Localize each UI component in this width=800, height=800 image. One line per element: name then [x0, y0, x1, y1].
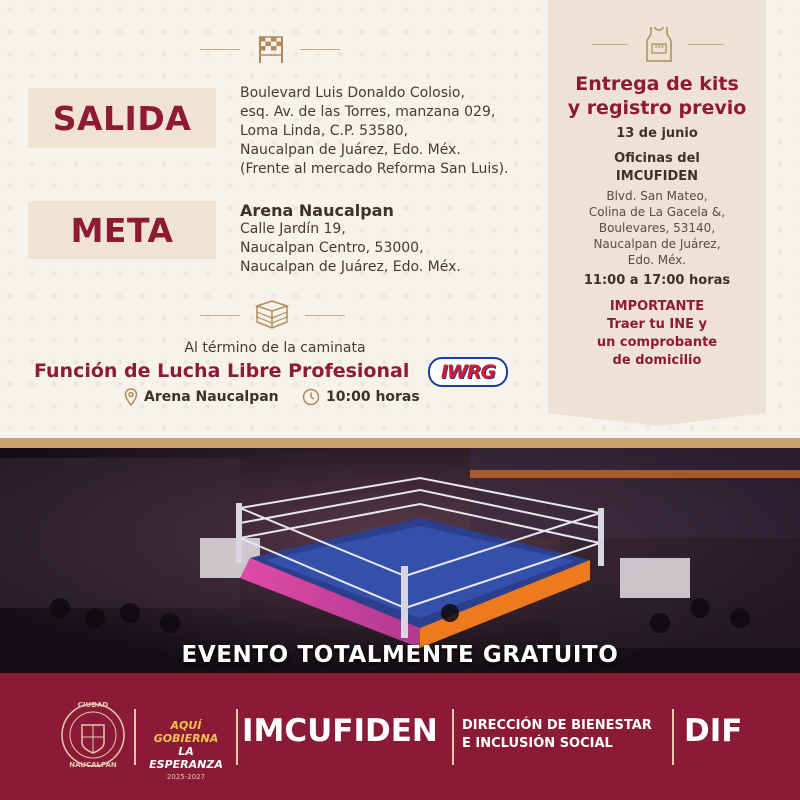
address-line: Colina de La Gacela &, — [588, 205, 726, 219]
bib-number: 999 — [654, 44, 664, 50]
address-line: Calle Jardín 19, — [240, 221, 346, 237]
meta-label: META — [70, 210, 174, 250]
divider — [200, 315, 240, 316]
office-line: Oficinas del — [614, 151, 700, 166]
address-line: Naucalpan de Juárez, — [593, 237, 721, 251]
show-location-text: Arena Naucalpan — [144, 389, 279, 405]
dif-logo: DIF — [684, 713, 743, 749]
footer — [0, 673, 800, 800]
address-line: esq. Av. de las Torres, manzana 029, — [240, 104, 496, 120]
address-line: Boulevares, 53140, — [598, 221, 716, 235]
show-location — [124, 388, 279, 406]
kits-hours: 11:00 a 17:00 horas — [583, 273, 731, 288]
divider — [592, 44, 628, 45]
kits-address — [548, 188, 766, 268]
address-line: (Frente al mercado Reforma San Luis). — [240, 161, 509, 177]
salida-label-box — [28, 88, 216, 148]
salida-label: SALIDA — [52, 98, 192, 138]
separator — [134, 709, 136, 765]
separator — [672, 709, 674, 765]
meta-address — [240, 201, 461, 277]
clock-icon — [302, 388, 320, 406]
department-line: E INCLUSIÓN SOCIAL — [462, 736, 613, 751]
kits-title — [548, 72, 766, 120]
seal-top-text: CIUDAD — [77, 701, 109, 709]
kits-office — [548, 150, 766, 186]
address-line: Boulevard Luis Donaldo Colosio, — [240, 85, 465, 101]
divider — [688, 44, 724, 45]
slogan — [140, 719, 232, 784]
address-line: Loma Linda, C.P. 53580, — [240, 123, 409, 139]
important-note — [548, 298, 766, 370]
office-line: IMCUFIDEN — [615, 169, 699, 184]
department-name — [462, 717, 652, 753]
salida-address — [240, 84, 508, 179]
kits-title-line: Entrega de kits — [575, 73, 739, 95]
address-line: Blvd. San Mateo, — [606, 189, 708, 203]
gold-band — [0, 438, 800, 448]
slogan-line: LA ESPERANZA — [149, 745, 223, 771]
location-pin-icon — [124, 388, 138, 406]
kits-title-line: y registro previo — [567, 97, 747, 119]
checkered-flag-icon — [254, 32, 288, 66]
kits-date: 13 de junio — [616, 126, 698, 141]
important-line: de domicilio — [612, 353, 702, 368]
show-title: Función de Lucha Libre Profesional — [34, 360, 410, 382]
slogan-line: AQUÍ GOBIERNA — [153, 719, 219, 745]
arena-photo — [0, 448, 800, 673]
department-line: DIRECCIÓN DE BIENESTAR — [462, 718, 652, 733]
meta-venue: Arena Naucalpan — [240, 201, 394, 220]
show-time-text: 10:00 horas — [326, 389, 420, 405]
separator — [236, 709, 238, 765]
org-name: IMCUFIDEN — [242, 713, 438, 749]
important-line: IMPORTANTE — [609, 299, 705, 314]
wrestling-ring-icon — [254, 298, 290, 332]
separator — [452, 709, 454, 765]
address-line: Naucalpan de Juárez, Edo. Méx. — [240, 259, 461, 275]
iwrg-logo — [428, 357, 508, 387]
divider — [200, 49, 240, 50]
free-event-banner: EVENTO TOTALMENTE GRATUITO — [181, 642, 619, 668]
address-line: Naucalpan Centro, 53000, — [240, 240, 424, 256]
divider — [300, 49, 340, 50]
slogan-years: 2025-2027 — [166, 773, 206, 781]
important-line: Traer tu INE y — [607, 317, 707, 332]
address-line: Edo. Méx. — [627, 253, 687, 267]
seal-bottom-text: NAUCALPAN — [69, 761, 117, 769]
iwrg-logo-text: IWRG — [440, 361, 496, 383]
meta-label-box — [28, 201, 216, 259]
show-time — [302, 388, 420, 406]
important-line: un comprobante — [596, 335, 718, 350]
address-line: Naucalpan de Juárez, Edo. Méx. — [240, 142, 461, 158]
show-intro: Al término de la caminata — [184, 340, 366, 356]
divider — [305, 315, 345, 316]
